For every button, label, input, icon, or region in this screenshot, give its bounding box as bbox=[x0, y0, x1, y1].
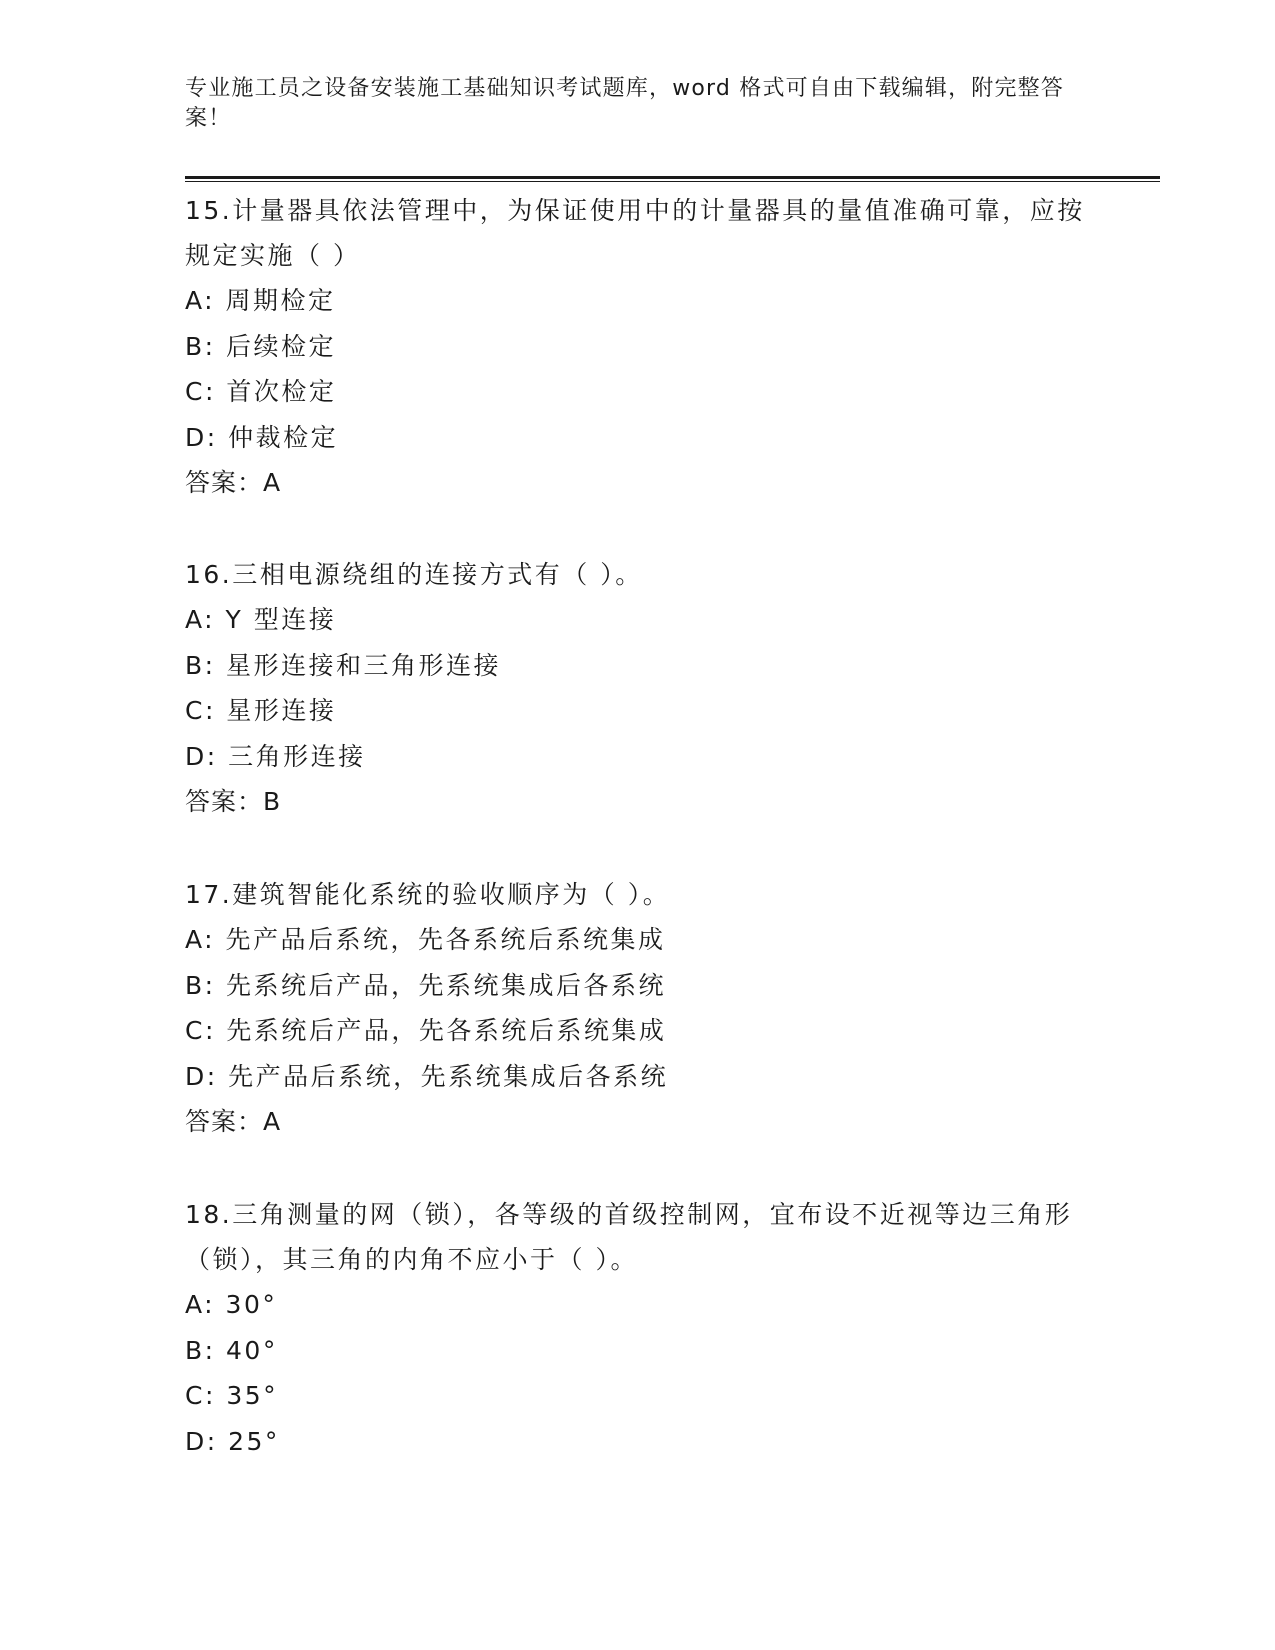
option-c: C: 35° bbox=[185, 1381, 279, 1410]
question-15 bbox=[185, 188, 1085, 506]
answer-line: 答案：A bbox=[185, 468, 282, 497]
option-d: D: 仲裁检定 bbox=[185, 422, 339, 452]
option-b: B: 40° bbox=[185, 1335, 278, 1365]
option-a: A: 30° bbox=[185, 1290, 278, 1319]
option-d: D: 25° bbox=[185, 1426, 280, 1456]
option-d: D: 先产品后系统，先系统集成后各系统 bbox=[185, 1061, 669, 1091]
option-a: A: 先产品后系统，先各系统后系统集成 bbox=[185, 925, 666, 954]
option-b: B: 先系统后产品，先系统集成后各系统 bbox=[185, 970, 667, 1000]
option-c: C: 星形连接 bbox=[185, 696, 337, 725]
question-17 bbox=[185, 872, 1085, 1145]
answer-line: 答案：A bbox=[185, 1107, 282, 1136]
option-c: C: 首次检定 bbox=[185, 377, 337, 406]
question-stem: 18.三角测量的网（锁），各等级的首级控制网，宜布设不近视等边三角形（锁），其三角的内角不应小于（ ）。 bbox=[185, 1200, 1073, 1274]
document-header: 专业施工员之设备安装施工基础知识考试题库，word 格式可自由下载编辑，附完整答案！ bbox=[185, 76, 1065, 131]
option-c: C: 先系统后产品，先各系统后系统集成 bbox=[185, 1016, 667, 1045]
question-stem: 16.三相电源绕组的连接方式有（ ）。 bbox=[185, 560, 643, 589]
option-b: B: 星形连接和三角形连接 bbox=[185, 650, 502, 680]
option-d: D: 三角形连接 bbox=[185, 741, 366, 771]
option-a: A: Y 型连接 bbox=[185, 605, 337, 634]
option-a: A: 周期检定 bbox=[185, 286, 336, 315]
question-stem: 15.计量器具依法管理中，为保证使用中的计量器具的量值准确可靠，应按规定实施（ ） bbox=[185, 196, 1085, 270]
header-rule-thin bbox=[185, 181, 1160, 182]
question-18 bbox=[185, 1192, 1085, 1464]
answer-line: 答案：B bbox=[185, 787, 282, 816]
question-stem: 17.建筑智能化系统的验收顺序为（ ）。 bbox=[185, 880, 671, 909]
option-b: B: 后续检定 bbox=[185, 331, 337, 361]
header-rule-thick bbox=[185, 176, 1160, 179]
question-16 bbox=[185, 552, 1085, 825]
